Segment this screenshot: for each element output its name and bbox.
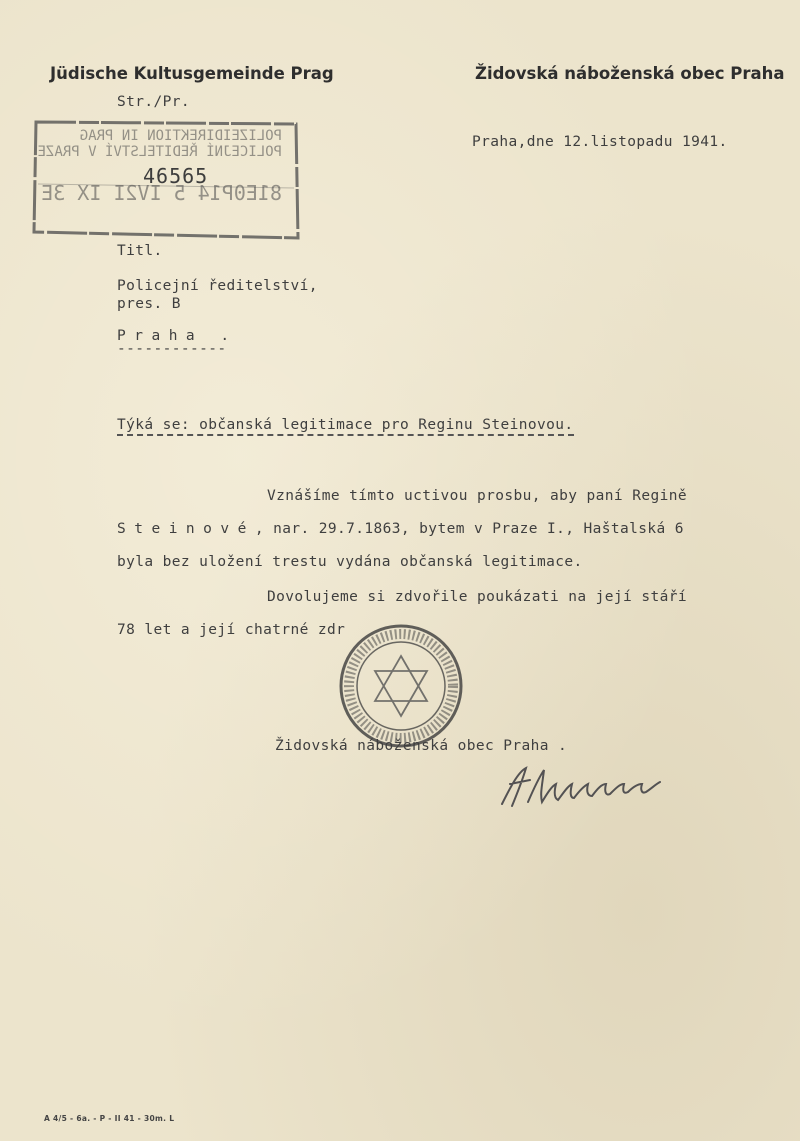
print-code: A 4/5 - 6a. - P - II 41 - 30m. L [44,1114,175,1123]
address-line-2: pres. B [117,296,181,312]
seal-graphic [338,623,464,749]
body-paragraph-1-line-1: Vznášíme tímto uctivou prosbu, aby paní Regině [267,488,687,504]
svg-text:POLICEJNÍ ŘEDITELSTVÍ V PRAZE: POLICEJNÍ ŘEDITELSTVÍ V PRAZE [37,144,282,160]
svg-text:81E0P14 5 IV2I IX 3E: 81E0P14 5 IV2I IX 3E [41,181,282,205]
body-paragraph-1-line-3: byla bez uložení trestu vydána občanská legitimace. [117,554,583,570]
body-paragraph-2-line-1: Dovolujeme si zdvořile poukázati na její stáří [267,589,687,605]
stamp-number: 46565 [143,164,209,188]
subject-line: Týká se: občanská legitimace pro Reginu Steinovou. [117,417,574,436]
letterhead-czech: Židovská náboženská obec Praha [475,64,785,83]
community-seal [338,623,464,749]
salutation: Titl. [117,243,163,259]
address-underline: ------------ [117,341,227,357]
reference-code: Str./Pr. [117,94,191,110]
body-paragraph-2-line-2: 78 let a její chatrné zdr [117,622,346,638]
applicant-name: Steinové [117,521,255,537]
body-paragraph-1-line-2 [117,521,684,537]
star-of-david-icon [375,656,427,716]
letterhead-german: Jüdische Kultusgemeinde Prag [50,64,334,83]
applicant-details: , nar. 29.7.1863, bytem v Praze I., Haštalská 6 [254,521,684,537]
closing-line: Židovská náboženská obec Praha . [275,738,568,754]
address-line-1: Policejní ředitelství, [117,278,318,294]
signature [496,762,676,812]
svg-text:POLIZEIDIREKTION IN PRAG: POLIZEIDIREKTION IN PRAG [79,128,282,144]
address-city: Praha . [117,328,238,344]
signature-graphic [496,762,676,812]
date-line: Praha,dne 12.listopadu 1941. [472,134,728,150]
